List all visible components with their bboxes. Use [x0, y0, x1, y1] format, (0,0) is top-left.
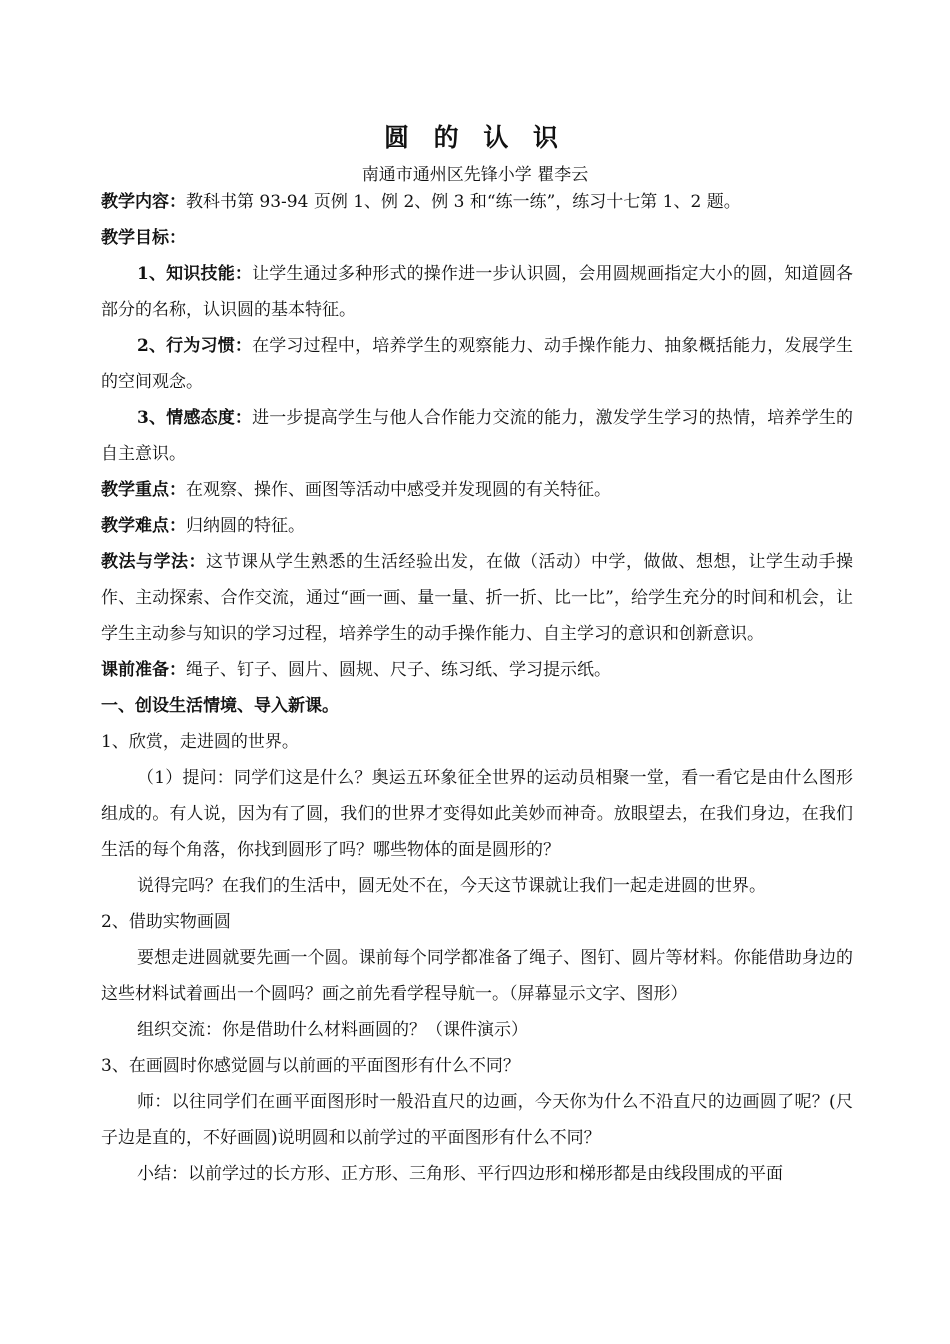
preparation-label: 课前准备：: [101, 660, 186, 680]
subsection-heading: 2、借助实物画圆: [101, 912, 231, 932]
difficulty: [101, 508, 853, 544]
teaching-goals-heading: 教学目标：: [101, 228, 186, 248]
section-heading: 一、创设生活情境、导入新课。: [101, 696, 339, 716]
goal-label: 3、情感态度：: [137, 408, 253, 428]
goal-text: 让学生通过多种形式的操作进一步认识圆，会用圆规画指定大小的圆，知道圆各部分的名称，认识圆的基本特征。: [101, 264, 853, 320]
difficulty-label: 教学难点：: [101, 516, 186, 536]
goal-item: [101, 256, 853, 328]
key-point-label: 教学重点：: [101, 480, 186, 500]
teaching-method: [101, 544, 853, 652]
paragraph: 组织交流：你是借助什么材料画圆的？（课件演示）: [137, 1020, 528, 1040]
paragraph: 说得完吗？在我们的生活中，圆无处不在，今天这节课就让我们一起走进圆的世界。: [137, 876, 766, 896]
author-line: 南通市通州区先锋小学 瞿李云: [361, 165, 589, 185]
goal-text: 进一步提高学生与他人合作能力交流的能力，激发学生学习的热情，培养学生的自主意识。: [101, 408, 853, 464]
preparation: [101, 652, 853, 688]
teaching-content-text: 教科书第 93-94 页例 1、例 2、例 3 和“练一练”，练习十七第 1、2 题。: [186, 192, 741, 212]
difficulty-text: 归纳圆的特征。: [186, 516, 305, 536]
preparation-text: 绳子、钉子、圆片、圆规、尺子、练习纸、学习提示纸。: [186, 660, 611, 680]
document-body: [101, 184, 853, 1192]
goal-item: [101, 328, 853, 400]
goal-label: 1、知识技能：: [137, 264, 253, 284]
teaching-method-text: 这节课从学生熟悉的生活经验出发，在做（活动）中学，做做、想想，让学生动手操作、主动探索、合作交流，通过“画一画、量一量、折一折、比一比”，给学生充分的时间和机会，让学生主动参与知识的学习过程，培养学生的动手操作能力、自主学习的意识和创新意识。: [101, 552, 853, 644]
paragraph: 要想走进圆就要先画一个圆。课前每个同学都准备了绳子、图钉、圆片等材料。你能借助身边的这些材料试着画出一个圆吗？画之前先看学程导航一。（屏幕显示文字、图形）: [101, 948, 853, 1004]
goal-item: [101, 400, 853, 472]
teaching-content-label: 教学内容：: [101, 192, 186, 212]
paragraph: 小结：以前学过的长方形、正方形、三角形、平行四边形和梯形都是由线段围成的平面: [137, 1164, 783, 1184]
goal-label: 2、行为习惯：: [137, 336, 253, 356]
teaching-content: [101, 184, 853, 220]
paragraph: （1）提问：同学们这是什么？奥运五环象征全世界的运动员相聚一堂，看一看它是由什么图形组成的。有人说，因为有了圆，我们的世界才变得如此美妙而神奇。放眼望去，在我们身边，在我们生活的每个角落，你找到圆形了吗？哪些物体的面是圆形的？: [101, 768, 853, 860]
teaching-method-label: 教法与学法：: [101, 552, 206, 572]
subsection-heading: 3、在画圆时你感觉圆与以前画的平面图形有什么不同？: [101, 1056, 520, 1076]
key-point: [101, 472, 853, 508]
paragraph: 师：以往同学们在画平面图形时一般沿直尺的边画，今天你为什么不沿直尺的边画圆了呢？(尺子边是直的，不好画圆)说明圆和以前学过的平面图形有什么不同？: [101, 1092, 853, 1148]
goal-text: 在学习过程中，培养学生的观察能力、动手操作能力、抽象概括能力，发展学生的空间观念。: [101, 336, 853, 392]
document-title: 圆 的 认 识: [383, 123, 567, 152]
key-point-text: 在观察、操作、画图等活动中感受并发现圆的有关特征。: [186, 480, 611, 500]
subsection-heading: 1、欣赏，走进圆的世界。: [101, 732, 299, 752]
